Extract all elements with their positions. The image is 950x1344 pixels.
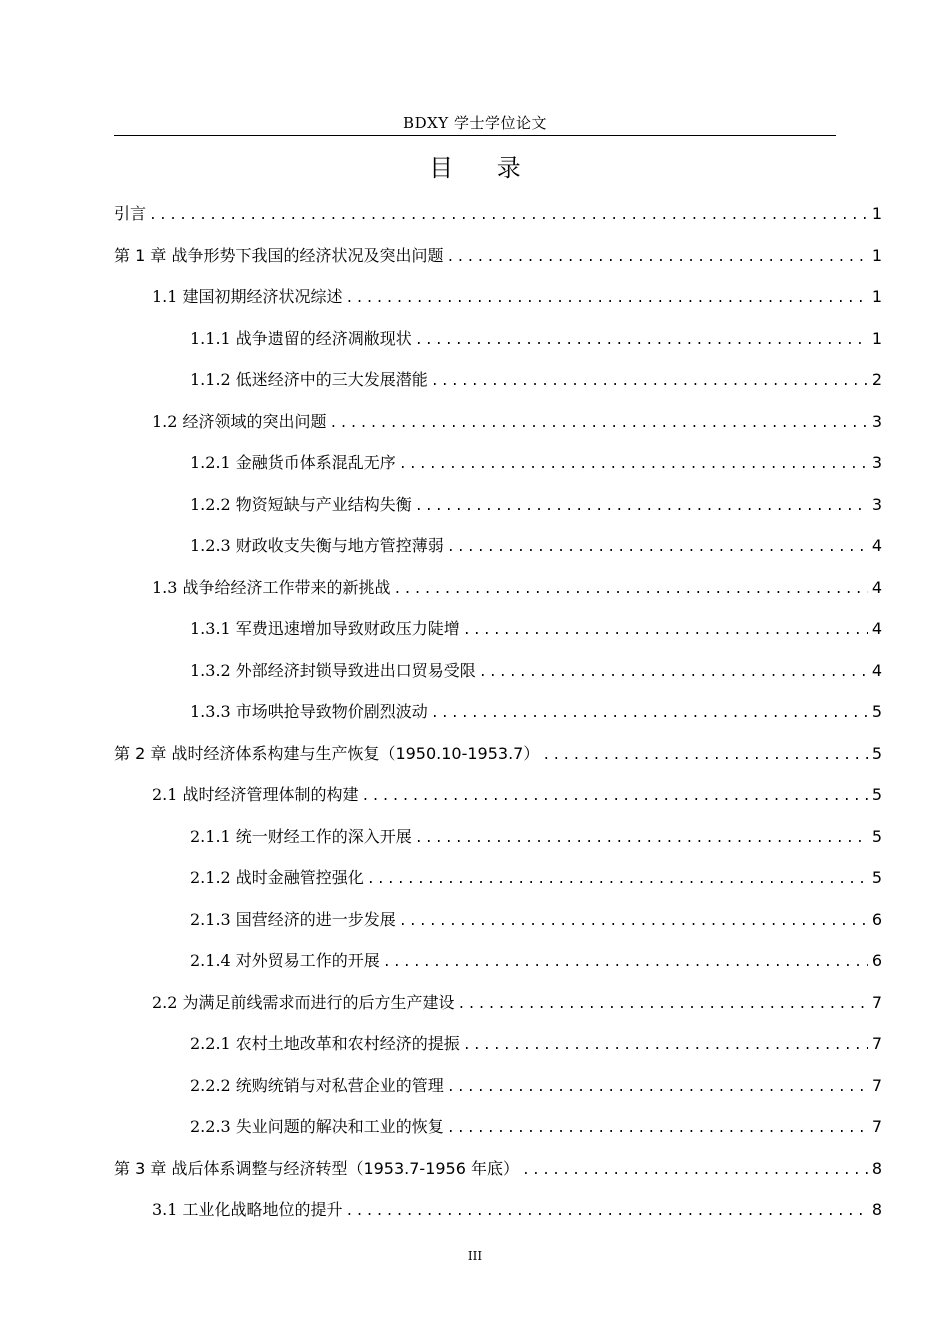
toc-entry-text: 2.2.2 统购统销与对私营企业的管理	[190, 1075, 444, 1095]
toc-entry[interactable]	[114, 940, 882, 982]
toc-entry-page: 3	[871, 494, 882, 514]
dot-leader	[367, 859, 868, 899]
dot-leader	[447, 1108, 868, 1148]
toc-entry[interactable]	[114, 484, 882, 526]
toc-entry-text: 2.1.3 国营经济的进一步发展	[190, 909, 396, 929]
toc-entry-text: 1.2.1 金融货币体系混乱无序	[190, 453, 396, 472]
toc-entry-text: 引言	[114, 204, 147, 223]
dot-leader	[383, 942, 868, 982]
toc-entry[interactable]	[114, 235, 882, 277]
toc-entry-page: 5	[871, 826, 882, 846]
toc-entry-text: 1.3.1 军费迅速增加导致财政压力陡增	[190, 619, 460, 638]
toc-entry[interactable]	[114, 816, 882, 858]
toc-entry-text: 1.2.2 物资短缺与产业结构失衡	[190, 494, 412, 514]
toc-entry-page: 5	[871, 743, 882, 763]
toc-entry-text: 1.1 建国初期经济状况综述	[152, 287, 343, 306]
toc-entry-page: 3	[871, 411, 882, 431]
toc-entry[interactable]	[114, 982, 882, 1024]
toc-entry[interactable]	[114, 1189, 882, 1231]
toc-entry-text: 2.1.1 统一财经工作的深入开展	[190, 826, 412, 846]
dot-leader	[463, 1025, 868, 1065]
dot-leader	[542, 735, 867, 775]
toc-entry-page: 5	[871, 868, 882, 887]
dot-leader	[458, 984, 868, 1024]
toc-entry-text: 1.3.3 市场哄抢导致物价剧烈波动	[190, 702, 428, 721]
toc-entry-page: 1	[871, 287, 882, 306]
toc-entry[interactable]	[114, 359, 882, 401]
dot-leader	[446, 237, 867, 277]
toc-entry-page: 6	[871, 951, 882, 970]
toc-entry-page: 1	[871, 204, 882, 223]
toc-entry-text: 3.1 工业化战略地位的提升	[152, 1200, 343, 1219]
toc-entry-text: 2.2.1 农村土地改革和农村经济的提振	[190, 1034, 460, 1053]
toc-entry-text: 2.1.4 对外贸易工作的开展	[190, 951, 380, 970]
toc-entry-text: 2.2 为满足前线需求而进行的后方生产建设	[152, 992, 455, 1012]
toc-entry-page: 4	[871, 577, 882, 597]
toc-entry-page: 8	[871, 1158, 882, 1178]
toc-entry[interactable]	[114, 442, 882, 484]
toc-entry[interactable]	[114, 1106, 882, 1148]
toc-entry-page: 8	[871, 1200, 882, 1219]
toc-entry-text: 1.3 战争给经济工作带来的新挑战	[152, 577, 391, 597]
toc-entry[interactable]	[114, 401, 882, 443]
dot-leader	[394, 569, 868, 609]
toc-entry[interactable]	[114, 650, 882, 692]
toc-entry-text: 第 1 章 战争形势下我国的经济状况及突出问题	[114, 245, 444, 265]
table-of-contents	[114, 193, 882, 1231]
toc-entry-text: 第 3 章 战后体系调整与经济转型（1953.7-1956 年底）	[114, 1158, 520, 1178]
dot-leader	[431, 361, 868, 401]
toc-entry[interactable]	[114, 567, 882, 609]
toc-entry-page: 7	[871, 1034, 882, 1053]
toc-entry-page: 5	[871, 785, 882, 804]
toc-entry-page: 4	[871, 536, 882, 555]
dot-leader	[431, 693, 868, 733]
page-number: III	[467, 1249, 483, 1263]
toc-entry-text: 2.2.3 失业问题的解决和工业的恢复	[190, 1117, 444, 1136]
toc-entry-page: 4	[871, 660, 882, 680]
dot-leader	[330, 403, 868, 443]
dot-leader	[447, 1067, 868, 1107]
dot-leader	[362, 776, 868, 816]
toc-entry[interactable]	[114, 1023, 882, 1065]
toc-entry[interactable]	[114, 857, 882, 899]
toc-entry-text: 2.1 战时经济管理体制的构建	[152, 785, 359, 804]
dot-leader	[346, 278, 868, 318]
dot-leader	[399, 901, 868, 941]
toc-entry[interactable]	[114, 608, 882, 650]
toc-entry[interactable]	[114, 193, 882, 235]
dot-leader	[463, 610, 868, 650]
toc-entry-page: 5	[871, 702, 882, 721]
toc-entry-text: 1.2.3 财政收支失衡与地方管控薄弱	[190, 536, 444, 555]
toc-entry[interactable]	[114, 276, 882, 318]
toc-entry-text: 1.3.2 外部经济封锁导致进出口贸易受限	[190, 660, 476, 680]
toc-entry-page: 7	[871, 1075, 882, 1095]
toc-entry-page: 4	[871, 619, 882, 638]
dot-leader	[522, 1150, 868, 1190]
toc-entry[interactable]	[114, 691, 882, 733]
toc-entry-text: 1.2 经济领域的突出问题	[152, 411, 327, 431]
toc-entry-text: 第 2 章 战时经济体系构建与生产恢复（1950.10-1953.7）	[114, 743, 540, 763]
toc-entry-page: 2	[871, 370, 882, 389]
dot-leader	[415, 320, 868, 360]
dot-leader	[346, 1191, 868, 1231]
toc-entry[interactable]	[114, 318, 882, 360]
toc-entry-text: 1.1.1 战争遗留的经济凋敝现状	[190, 328, 412, 348]
dot-leader	[479, 652, 868, 692]
toc-entry[interactable]	[114, 525, 882, 567]
toc-entry[interactable]	[114, 899, 882, 941]
toc-entry[interactable]	[114, 774, 882, 816]
toc-entry[interactable]	[114, 1065, 882, 1107]
toc-title: 目 录	[429, 154, 539, 182]
dot-leader	[447, 527, 868, 567]
toc-entry[interactable]	[114, 733, 882, 775]
toc-entry-text: 1.1.2 低迷经济中的三大发展潜能	[190, 370, 428, 389]
toc-entry[interactable]	[114, 1148, 882, 1190]
toc-entry-page: 1	[871, 328, 882, 348]
toc-entry-page: 3	[871, 453, 882, 472]
dot-leader	[415, 486, 868, 526]
running-header: BDXY 学士学位论文	[403, 114, 547, 132]
dot-leader	[149, 195, 868, 235]
dot-leader	[415, 818, 868, 858]
toc-entry-text: 2.1.2 战时金融管控强化	[190, 868, 364, 887]
toc-entry-page: 7	[871, 1117, 882, 1136]
dot-leader	[399, 444, 868, 484]
toc-entry-page: 7	[871, 992, 882, 1012]
header-rule	[114, 135, 836, 136]
toc-entry-page: 1	[871, 245, 882, 265]
toc-entry-page: 6	[871, 909, 882, 929]
